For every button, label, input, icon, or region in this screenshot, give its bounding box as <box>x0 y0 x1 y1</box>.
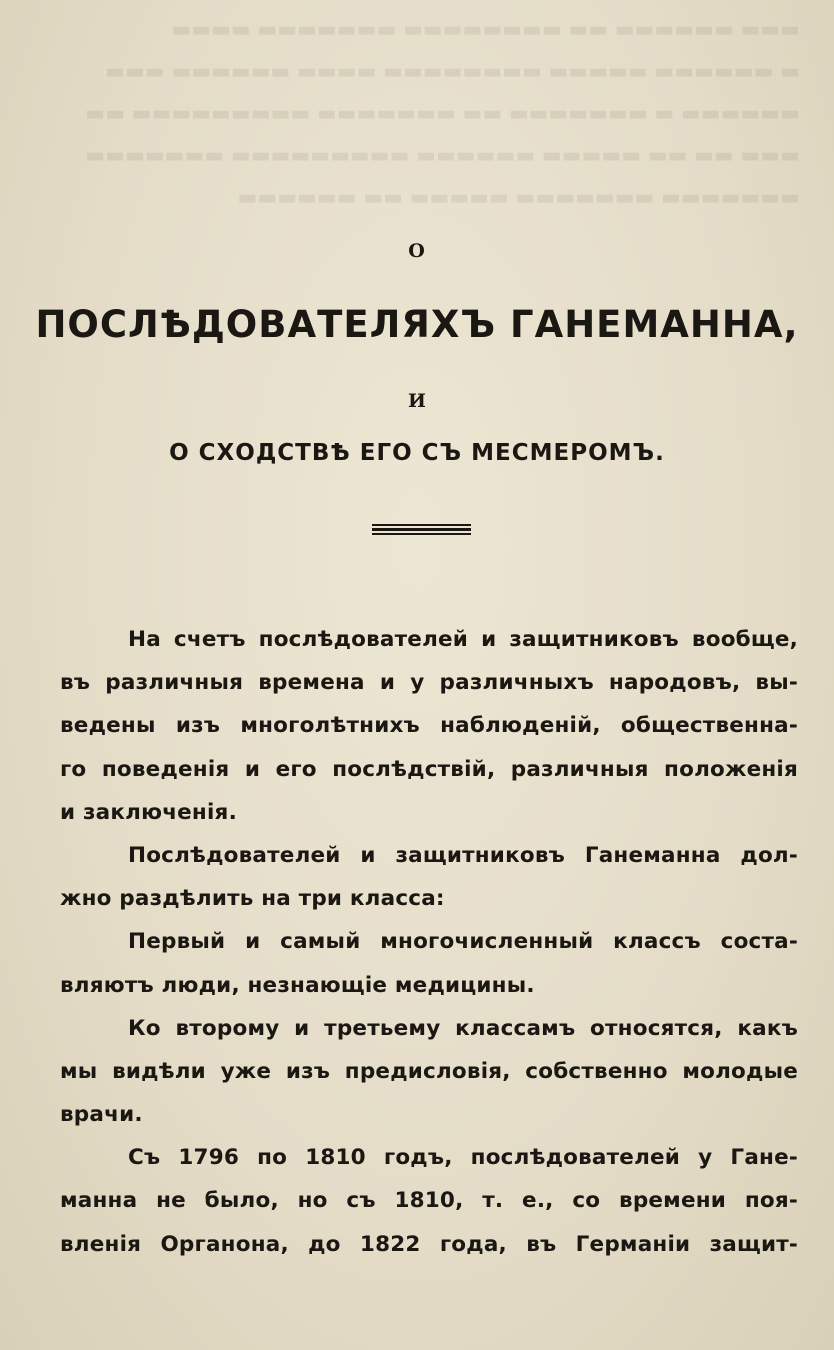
heading-preposition: О <box>408 240 426 262</box>
chapter-title: ПОСЛѢДОВАТЕЛЯХЪ ГАНЕМАННА, <box>35 303 799 346</box>
text-line: Съ 1796 по 1810 годъ, послѣдователей у Гане- <box>128 1145 798 1171</box>
text-line: и заключенія. <box>60 799 237 825</box>
heading-conjunction: И <box>408 390 426 412</box>
text-line: манна не было, но съ 1810, т. е., со времени поя- <box>60 1188 798 1214</box>
text-line: Ко второму и третьему классамъ относятся, какъ <box>128 1015 798 1041</box>
text-line: ведены изъ многолѣтнихъ наблюденій, общественна- <box>60 713 798 739</box>
text-line: Послѣдователей и защитниковъ Ганеманна дол- <box>128 842 798 868</box>
body-text <box>60 618 798 1266</box>
text-line: На счетъ послѣдователей и защитниковъ вообще, <box>128 627 798 652</box>
ornamental-divider <box>372 524 471 534</box>
text-line: врачи. <box>60 1102 143 1128</box>
text-line: мы видѣли уже изъ предисловія, собственно молодые <box>60 1058 798 1084</box>
text-line: въ различныя времена и у различныхъ народовъ, вы- <box>60 670 798 696</box>
text-line: Первый и самый многочисленный классъ соста- <box>128 929 798 955</box>
text-line: вляютъ люди, незнающіе медицины. <box>60 972 535 998</box>
text-line: жно раздѣлить на три класса: <box>60 886 445 912</box>
text-line: го поведенія и его послѣдствій, различныя положенія <box>60 756 798 782</box>
text-line: вленія Органона, до 1822 года, въ Германіи защит- <box>60 1231 798 1257</box>
show-through-texture: ▬▬▬ ▬▬▬▬▬▬ ▬▬ ▬▬▬▬▬▬▬▬ ▬▬▬▬▬▬▬ ▬▬▬▬ ▬ ▬▬▬▬▬▬ ▬▬▬▬▬ ▬▬▬▬▬▬▬▬ ▬▬▬▬ ▬▬▬▬▬▬ ▬▬▬ ▬▬▬▬▬▬ ▬ ▬▬▬▬▬▬▬ ▬▬ ▬▬▬▬▬▬▬ ▬▬▬▬▬▬▬▬▬ ▬▬ ▬▬▬ ▬▬ ▬▬ ▬▬▬▬▬ ▬▬▬▬▬▬ ▬▬▬▬▬▬▬▬▬ ▬▬▬▬▬▬▬ ▬▬▬▬▬▬▬ ▬▬▬▬▬▬▬ ▬▬▬▬▬ ▬▬ ▬▬▬▬▬▬ <box>85 17 800 209</box>
chapter-subtitle: О СХОДСТВѢ ЕГО СЪ МЕСМЕРОМЪ. <box>169 440 665 466</box>
